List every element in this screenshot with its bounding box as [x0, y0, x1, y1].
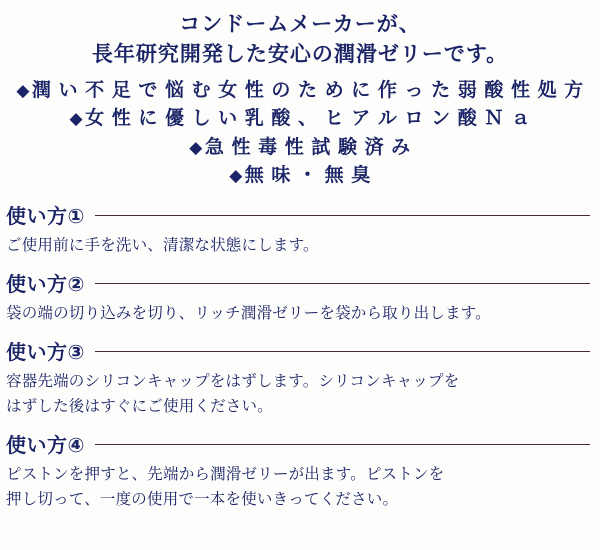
feature-bullet-label: 女 性 に 優 し い 乳 酸 、 ヒ ア ル ロ ン 酸 Ｎ ａ — [85, 107, 531, 130]
headline-block — [0, 0, 600, 70]
usage-step-title: 使い方② — [6, 271, 85, 296]
usage-step-title: 使い方① — [6, 203, 85, 228]
diamond-icon: ◆ — [16, 80, 30, 101]
feature-bullet-label: 無 味 ・ 無 臭 — [244, 164, 371, 187]
usage-step-header — [6, 429, 594, 458]
divider-rule — [95, 283, 590, 284]
usage-step-body — [6, 369, 594, 419]
usage-step-title: 使い方③ — [6, 339, 85, 364]
divider-rule — [95, 215, 590, 216]
usage-step-line: 押し切って、一度の使用で一本を使いきってください。 — [6, 490, 399, 509]
usage-step — [6, 268, 594, 326]
usage-step-line: 容器先端のシリコンキャップをはずします。シリコンキャップを — [6, 371, 460, 390]
usage-steps — [0, 200, 600, 513]
usage-step-title: 使い方④ — [6, 433, 85, 458]
diamond-icon: ◆ — [189, 137, 203, 158]
usage-step-body — [6, 301, 594, 326]
feature-bullet-item — [0, 104, 600, 133]
feature-bullet-list — [0, 76, 600, 190]
usage-step-line: 袋の端の切り込みを切り、リッチ潤滑ゼリーを袋から取り出します。 — [6, 303, 491, 322]
usage-step-header — [6, 200, 594, 229]
feature-bullet-label: 急 性 毒 性 試 験 済 み — [204, 135, 411, 158]
headline-line-2: 長年研究開発した安心の潤滑ゼリーです。 — [91, 41, 509, 66]
feature-bullet-item — [0, 76, 600, 105]
usage-step-header — [6, 336, 594, 365]
usage-step-line: はずした後はすぐにご使用ください。 — [6, 396, 273, 415]
usage-step-body — [6, 233, 594, 258]
diamond-icon: ◆ — [69, 109, 84, 130]
usage-step-body — [6, 462, 594, 512]
divider-rule — [95, 444, 590, 445]
usage-step-header — [6, 268, 594, 297]
feature-bullet-item — [0, 161, 600, 190]
usage-step-line: ピストンを押すと、先端から潤滑ゼリーが出ます。ピストンを — [6, 465, 445, 484]
headline-line-1: コンドームメーカーが、 — [179, 12, 421, 36]
usage-step — [6, 200, 594, 258]
usage-step — [6, 429, 594, 512]
feature-bullet-item — [0, 133, 600, 162]
usage-step-line: ご使用前に手を洗い、清潔な状態にします。 — [6, 235, 319, 254]
diamond-icon: ◆ — [229, 166, 243, 187]
usage-step — [6, 336, 594, 419]
divider-rule — [95, 351, 590, 352]
feature-bullet-label: 潤 い 不 足 で 悩 む 女 性 の た め に 作 っ た 弱 酸 性 処 方 — [31, 78, 584, 101]
